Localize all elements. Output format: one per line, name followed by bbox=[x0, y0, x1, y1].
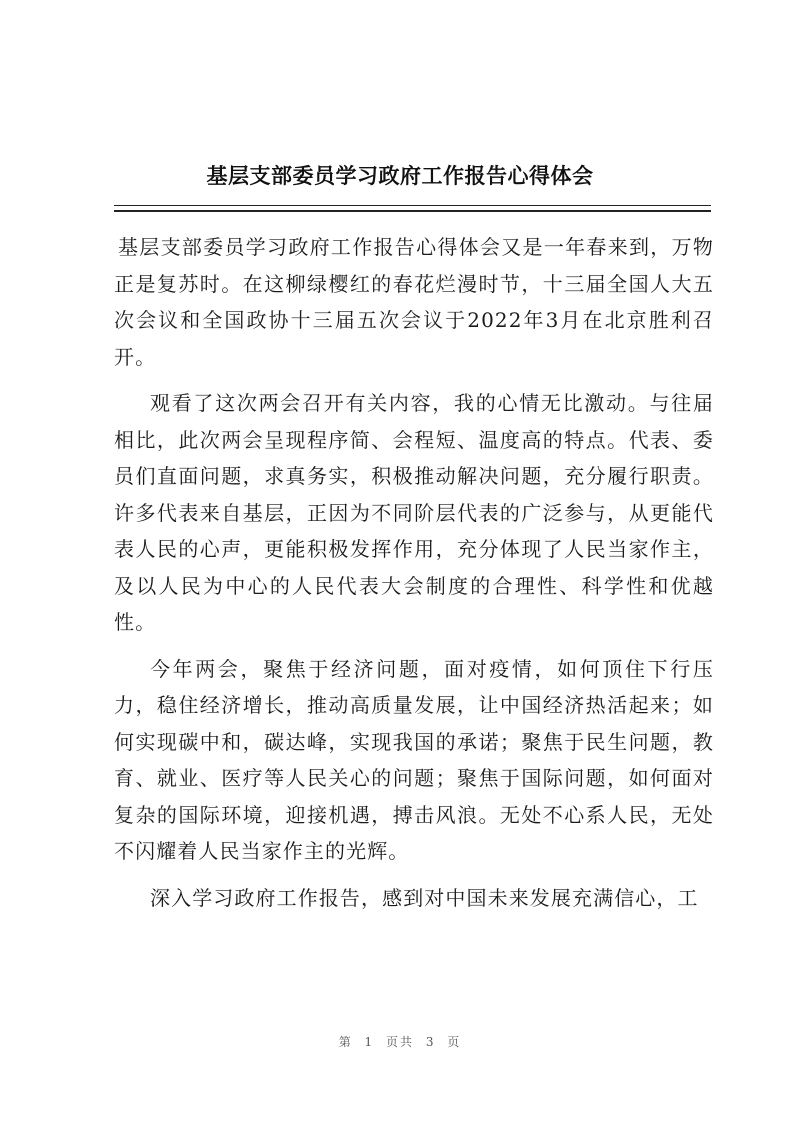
document-title: 基层支部委员学习政府工作报告心得体会 bbox=[206, 163, 594, 188]
paragraph-intro: 基层支部委员学习政府工作报告心得体会又是一年春来到，万物正是复苏时。在这柳绿樱红的春花烂漫时节，十三届全国人大五次会议和全国政协十三届五次会议于2022年3月在北京胜利召开。 bbox=[114, 235, 714, 369]
paragraph-two-sessions: 观看了这次两会召开有关内容，我的心情无比激动。与往届相比，此次两会呈现程序简、会程短、温度高的特点。代表、委员们直面问题，求真务实，积极推动解决问题，充分履行职责。许多代表来自基层，正因为不同阶层代表的广泛参与，从更能代表人民的心声，更能积极发挥作用，充分体现了人民当家作主，及以人民为中心的人民代表大会制度的合理性、科学性和优越性。 bbox=[114, 391, 714, 634]
title-divider-thick bbox=[114, 210, 711, 212]
document-body bbox=[114, 229, 714, 926]
title-divider-thin bbox=[114, 205, 711, 206]
page-number-footer: 第 1 页共 3 页 bbox=[338, 1035, 462, 1049]
paragraph-study: 深入学习政府工作报告，感到对中国未来发展充满信心，工 bbox=[150, 885, 699, 910]
paragraph-focus: 今年两会，聚焦于经济问题，面对疫情，如何顶住下行压力，稳住经济增长，推动高质量发展，让中国经济热活起来；如何实现碳中和，碳达峰，实现我国的承诺；聚焦于民生问题，教育、就业、医疗等人民关心的问题；聚焦于国际问题，如何面对复杂的国际环境，迎接机遇，搏击风浪。无处不心系人民，无处不闪耀着人民当家作主的光辉。 bbox=[114, 656, 714, 863]
